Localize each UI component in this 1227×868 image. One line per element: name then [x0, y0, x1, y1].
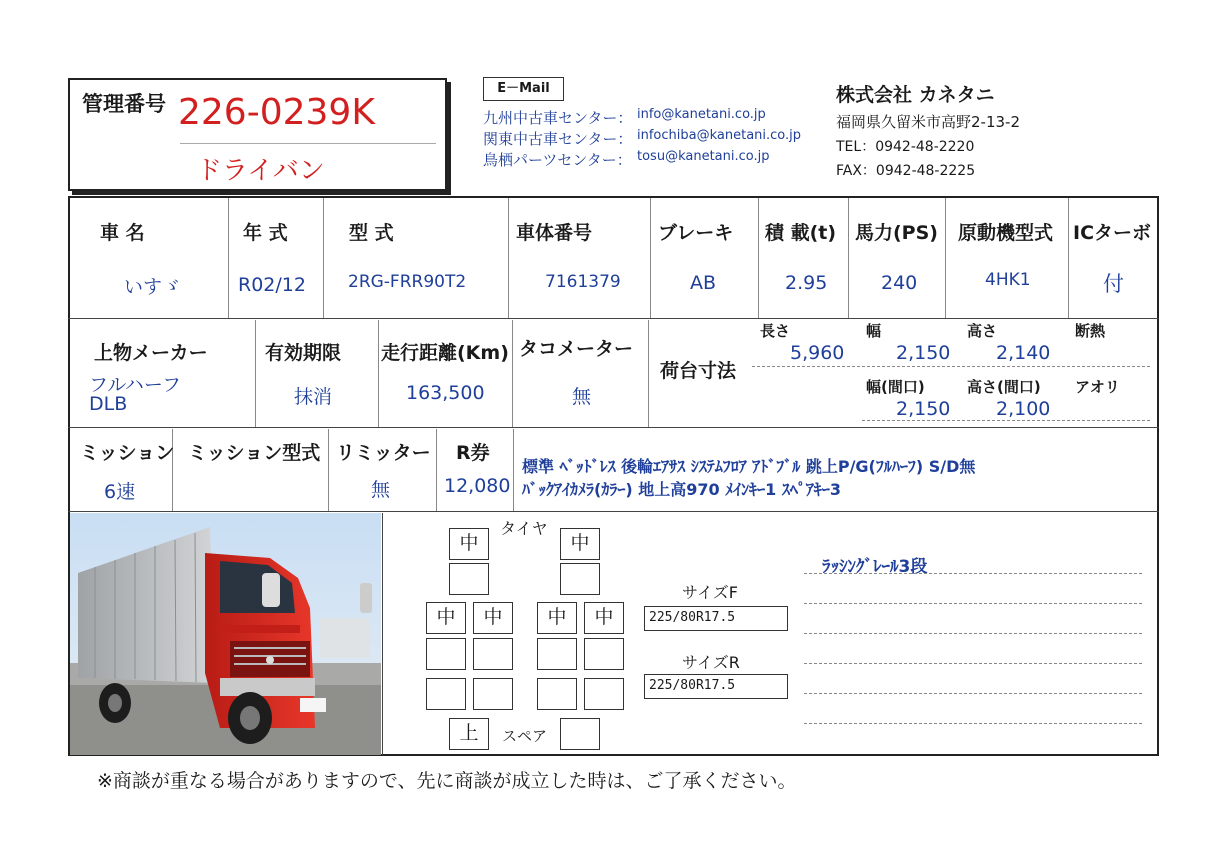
hdr-model: 型 式 — [349, 222, 394, 244]
notes-line-1: 標準 ﾍﾞｯﾄﾞﾚｽ 後輪ｴｱｻｽ ｼｽﾃﾑﾌﾛｱ ｱﾄﾞﾌﾞﾙ 跳上P/G(ﾌﾙﾊｰﾌ) S/D無 — [522, 457, 976, 476]
hdr-engine: 原動機型式 — [958, 222, 1054, 244]
dim-aori-label: アオリ — [1075, 378, 1120, 396]
center-name-1: 九州中古車センター： — [483, 109, 633, 127]
r2-sep — [378, 320, 379, 427]
company-address: 福岡県久留米市高野2-13-2 — [836, 113, 1020, 131]
hdr-mission: ミッション — [80, 442, 175, 464]
footer-note: ※商談が重なる場合がありますので、先に商談が成立した時は、ご了承ください。 — [97, 770, 797, 792]
kanri-number: 226-0239K — [178, 92, 375, 133]
val-expiry: 抹消 — [294, 386, 333, 408]
remark-line — [804, 573, 1142, 574]
tire-rear-right-outer: 中 — [584, 602, 624, 634]
r2-sep — [255, 320, 256, 427]
val-tacho: 無 — [572, 386, 592, 408]
truck-photo — [70, 513, 381, 755]
hdr-brake: ブレーキ — [658, 222, 734, 244]
company-name: 株式会社 カネタニ — [836, 84, 995, 106]
val-ic-turbo: 付 — [1103, 272, 1124, 296]
hdr-expiry: 有効期限 — [265, 342, 342, 364]
dim-width: 2,150 — [896, 342, 951, 364]
remark-line — [804, 693, 1142, 694]
kanri-divider — [180, 143, 436, 144]
r3-sep — [513, 429, 514, 511]
email-badge — [483, 77, 564, 101]
dim-length: 5,960 — [790, 342, 845, 364]
remark-line — [804, 723, 1142, 724]
dim-inner-width-label: 幅(間口) — [866, 378, 925, 396]
r1-sep — [848, 198, 849, 318]
center-name-2: 関東中古車センター： — [483, 130, 633, 148]
remark-1: ﾗｯｼﾝｸﾞﾚｰﾙ3段 — [822, 557, 928, 577]
company-tel: TEL：0942-48-2220 — [836, 139, 975, 155]
val-mission: 6速 — [104, 481, 136, 503]
val-car-name: いすゞ — [124, 276, 182, 298]
r1-sep — [1068, 198, 1069, 318]
dim-inner-width: 2,150 — [896, 398, 951, 420]
tire-front-right: 中 — [560, 528, 600, 560]
size-f-value: 225/80R17.5 — [644, 606, 788, 631]
remark-line — [804, 633, 1142, 634]
tire-front-left-blank — [449, 563, 489, 595]
hdr-r-ken: R券 — [456, 442, 490, 464]
tire-rear-left-outer: 中 — [426, 602, 466, 634]
r3-sep — [436, 429, 437, 511]
hdr-mileage: 走行距離(Km) — [381, 342, 509, 364]
truck-illustration — [70, 513, 381, 755]
r2-sep — [648, 320, 649, 427]
size-f-label: サイズF — [682, 583, 738, 602]
dim-length-label: 長さ — [760, 322, 791, 340]
tire-front-right-blank — [560, 563, 600, 595]
val-brake: AB — [690, 272, 717, 294]
hdr-limiter: リミッター — [336, 442, 431, 464]
center-email-1: info@kanetani.co.jp — [637, 107, 766, 122]
remark-line — [804, 663, 1142, 664]
email-badge-label: E－Mail — [497, 81, 550, 96]
size-r-value: 225/80R17.5 — [644, 674, 788, 699]
hdr-chassis: 車体番号 — [516, 222, 593, 244]
dim-inner-height-label: 高さ(間口) — [967, 378, 1041, 396]
row1-bottom — [68, 318, 1159, 319]
r1-sep — [508, 198, 509, 318]
val-r-ken: 12,080 — [444, 475, 511, 497]
notes-line-2: ﾊﾞｯｸｱｲｶﾒﾗ(ｶﾗｰ) 地上高970 ﾒｲﾝｷｰ1 ｽﾍﾟｱｷｰ3 — [522, 480, 842, 499]
dim-width-label: 幅 — [866, 322, 882, 340]
tire-blank — [426, 638, 466, 670]
val-mileage: 163,500 — [406, 382, 485, 404]
hdr-year: 年 式 — [243, 222, 288, 244]
tire-blank — [473, 678, 513, 710]
val-model: 2RG-FRR90T2 — [348, 272, 467, 292]
dim-insulation-label: 断熱 — [1075, 322, 1106, 340]
r2-sep — [512, 320, 513, 427]
r3-sep — [328, 429, 329, 511]
hdr-load: 積 載(t) — [765, 222, 837, 244]
center-name-3: 鳥栖パーツセンター： — [483, 151, 632, 169]
val-chassis: 7161379 — [545, 272, 621, 292]
hdr-ic-turbo: ICターボ — [1073, 222, 1152, 244]
tire-label: タイヤ — [500, 519, 548, 538]
tire-blank — [584, 678, 624, 710]
dim-inner-height: 2,100 — [996, 398, 1051, 420]
size-r-label: サイズR — [682, 653, 740, 672]
dims-dash-2 — [862, 420, 1150, 421]
remark-line — [804, 603, 1142, 604]
r1-sep — [323, 198, 324, 318]
company-fax: FAX：0942-48-2225 — [836, 163, 976, 179]
tire-front-left: 中 — [449, 528, 489, 560]
tire-blank — [584, 638, 624, 670]
row3-bottom — [68, 511, 1159, 512]
val-load: 2.95 — [785, 272, 828, 294]
tire-rear-right-inner: 中 — [537, 602, 577, 634]
r1-sep — [758, 198, 759, 318]
r1-sep — [650, 198, 651, 318]
val-hp: 240 — [881, 272, 918, 294]
hdr-mission-type: ミッション型式 — [188, 442, 321, 464]
val-maker-line1: フルハーフ — [89, 374, 181, 396]
tire-blank — [537, 678, 577, 710]
spare-label: スペア — [502, 727, 548, 745]
body-type: ドライバン — [196, 156, 325, 186]
photo-sep — [382, 513, 383, 755]
tire-blank — [426, 678, 466, 710]
hdr-upper-maker: 上物メーカー — [94, 342, 208, 364]
dims-dash-1 — [752, 366, 1150, 367]
dim-height-label: 高さ — [967, 322, 998, 340]
tire-blank — [537, 638, 577, 670]
r1-sep — [945, 198, 946, 318]
r1-sep — [228, 198, 229, 318]
tire-spare-blank — [560, 718, 600, 750]
val-engine: 4HK1 — [985, 270, 1031, 290]
tire-rear-left-inner: 中 — [473, 602, 513, 634]
center-email-3: tosu@kanetani.co.jp — [637, 149, 770, 164]
hdr-hp: 馬力(PS) — [855, 222, 938, 244]
tire-blank — [473, 638, 513, 670]
cargo-dims-label: 荷台寸法 — [660, 360, 737, 382]
val-limiter: 無 — [371, 479, 391, 501]
dim-height: 2,140 — [996, 342, 1051, 364]
kanri-label: 管理番号 — [82, 92, 166, 116]
center-email-2: infochiba@kanetani.co.jp — [637, 128, 802, 143]
row2-bottom — [68, 427, 1159, 428]
val-maker-line2: DLB — [89, 393, 128, 415]
val-year: R02/12 — [238, 274, 306, 296]
hdr-car-name: 車 名 — [100, 222, 145, 244]
tire-spare: 上 — [449, 718, 489, 750]
hdr-tacho: タコメーター — [519, 338, 634, 360]
